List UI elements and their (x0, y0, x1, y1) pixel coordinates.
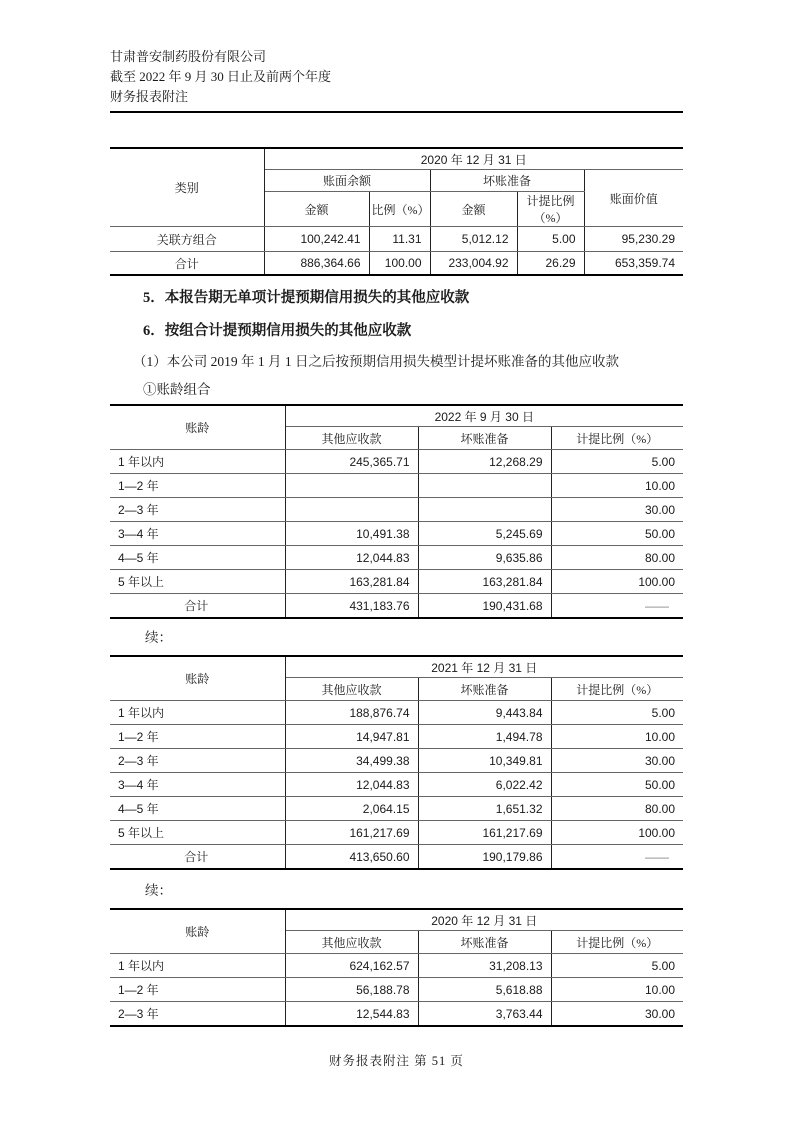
col-date: 2020 年 12 月 31 日 (264, 148, 683, 170)
continuation-label: 续： (145, 630, 172, 645)
cell-label: 3—4 年 (110, 773, 285, 797)
cell-ratio: 80.00 (551, 797, 683, 821)
table-row (110, 978, 683, 1002)
col-ratio: 比例（%） (369, 192, 430, 227)
cell-label: 5 年以上 (110, 570, 285, 594)
aging-table-2020-12-31 (110, 908, 683, 1027)
cell-ratio: 30.00 (551, 749, 683, 773)
col-age: 账龄 (110, 405, 285, 450)
table-row (110, 522, 683, 546)
cell-bad-debt: 1,651.32 (418, 797, 551, 821)
cell-book-value: 95,230.29 (584, 227, 683, 252)
table-row (110, 546, 683, 570)
table-row (110, 821, 683, 845)
cell-bad-debt: 161,217.69 (418, 821, 551, 845)
report-period: 截至 2022 年 9 月 30 日止及前两个年度 (110, 69, 332, 84)
table-row (110, 570, 683, 594)
cell-label: 合计 (110, 594, 285, 619)
cell-ratio: 50.00 (551, 522, 683, 546)
cell-ratio: —— (645, 849, 670, 864)
table-header-row (110, 405, 683, 427)
cell-ratio: 5.00 (551, 450, 683, 474)
cell-receivable: 431,183.76 (285, 594, 418, 619)
table-row (110, 954, 683, 978)
table-header-row (110, 909, 683, 931)
cell-label: 1 年以内 (110, 450, 285, 474)
cell-ratio: 30.00 (645, 1006, 676, 1021)
table-header-row (110, 656, 683, 678)
col-age: 账龄 (110, 656, 285, 701)
cell-ratio: 50.00 (551, 773, 683, 797)
cell-ratio: —— (645, 598, 670, 613)
col-provision-ratio: 计提比例（%） (551, 931, 683, 954)
section-heading-5: 5．本报告期无单项计提预期信用损失的其他应收款 (143, 290, 470, 306)
cell-receivable: 56,188.78 (285, 978, 418, 1002)
cell-bad-debt: 3,763.44 (418, 1002, 551, 1027)
cell-label: 1—2 年 (110, 978, 285, 1002)
cell-receivable: 12,044.83 (285, 546, 418, 570)
col-date: 2020 年 12 月 31 日 (285, 909, 683, 931)
cell-bad-debt: 163,281.84 (418, 570, 551, 594)
cell-bad-amount: 233,004.92 (430, 252, 517, 276)
table-row (110, 498, 683, 522)
section-heading-6: 6．按组合计提预期信用损失的其他应收款 (143, 323, 412, 339)
col-amount: 金额 (264, 192, 369, 227)
page-footer: 财务报表附注 第 51 页 (329, 1054, 464, 1068)
cell-label: 合计 (110, 845, 285, 870)
col-bad-debt-provision: 坏账准备 (430, 170, 584, 192)
cell-label: 1 年以内 (110, 701, 285, 725)
col-provision-ratio: 计提比例（%） (517, 192, 584, 227)
col-book-value: 账面价值 (584, 170, 683, 227)
cell-book-value: 653,359.74 (614, 256, 676, 270)
cell-ratio: 11.31 (369, 227, 430, 252)
cell-label: 1 年以内 (110, 954, 285, 978)
col-bad-debt-provision: 坏账准备 (418, 678, 551, 701)
cell-receivable: 12,544.83 (285, 1002, 418, 1027)
cell-bad-debt: 12,268.29 (418, 450, 551, 474)
col-provision-ratio: 计提比例（%） (551, 678, 683, 701)
cell-receivable (285, 498, 418, 522)
col-date: 2022 年 9 月 30 日 (285, 405, 683, 427)
total-row (110, 594, 683, 619)
company-name: 甘肃普安制药股份有限公司 (110, 49, 267, 64)
paragraph-aging-portfolio: ①账龄组合 (143, 382, 211, 397)
cell-label: 5 年以上 (110, 821, 285, 845)
cell-label: 2—3 年 (110, 498, 285, 522)
cell-category: 合计 (110, 252, 264, 276)
cell-ratio: 10.00 (551, 474, 683, 498)
total-row (110, 845, 683, 870)
cell-receivable: 14,947.81 (285, 725, 418, 749)
cell-bad-debt: 5,618.88 (418, 978, 551, 1002)
cell-receivable: 12,044.83 (285, 773, 418, 797)
cell-bad-amount: 5,012.12 (430, 227, 517, 252)
total-row (110, 252, 683, 276)
cell-provision-ratio: 5.00 (517, 227, 584, 252)
table-row (110, 227, 683, 252)
col-book-balance: 账面余额 (264, 170, 430, 192)
cell-bad-debt: 190,431.68 (418, 594, 551, 619)
col-amount: 金额 (430, 192, 517, 227)
cell-provision-ratio: 26.29 (517, 252, 584, 276)
col-category: 类别 (110, 148, 264, 227)
col-bad-debt-provision: 坏账准备 (418, 427, 551, 450)
cell-receivable (285, 474, 418, 498)
cell-ratio: 10.00 (551, 725, 683, 749)
cell-bad-debt (418, 498, 551, 522)
table-row (110, 749, 683, 773)
cell-bad-debt: 1,494.78 (418, 725, 551, 749)
cell-receivable: 624,162.57 (285, 954, 418, 978)
cell-ratio: 100.00 (369, 252, 430, 276)
cell-receivable: 2,064.15 (285, 797, 418, 821)
col-bad-debt-provision: 坏账准备 (418, 931, 551, 954)
cell-ratio: 80.00 (551, 546, 683, 570)
cell-receivable: 245,365.71 (285, 450, 418, 474)
cell-label: 2—3 年 (110, 1002, 285, 1027)
cell-ratio: 100.00 (551, 570, 683, 594)
cell-receivable: 413,650.60 (285, 845, 418, 870)
cell-ratio: 100.00 (551, 821, 683, 845)
cell-bad-debt: 10,349.81 (418, 749, 551, 773)
cell-ratio: 5.00 (551, 954, 683, 978)
col-age: 账龄 (110, 909, 285, 954)
table-row (110, 1002, 683, 1027)
table-row (110, 797, 683, 821)
doc-title: 财务报表附注 (110, 89, 189, 104)
cell-amount: 886,364.66 (264, 252, 369, 276)
paragraph-ecl-model: （1）本公司 2019 年 1 月 1 日之后按预期信用损失模型计提坏账准备的其他应收款 (133, 354, 619, 369)
cell-bad-debt: 5,245.69 (418, 522, 551, 546)
cell-label: 2—3 年 (110, 749, 285, 773)
cell-receivable: 10,491.38 (285, 522, 418, 546)
col-other-receivables: 其他应收款 (285, 427, 418, 450)
aging-table-2022-09-30 (110, 404, 683, 619)
table-row (110, 701, 683, 725)
cell-label: 3—4 年 (110, 522, 285, 546)
cell-ratio: 30.00 (551, 498, 683, 522)
cell-label: 1—2 年 (110, 725, 285, 749)
col-provision-ratio: 计提比例（%） (551, 427, 683, 450)
table-row (110, 474, 683, 498)
page-content (110, 0, 683, 1027)
cell-ratio: 5.00 (551, 701, 683, 725)
cell-receivable: 188,876.74 (285, 701, 418, 725)
cell-bad-debt: 9,443.84 (418, 701, 551, 725)
table-header-row (110, 148, 683, 170)
cell-bad-debt: 6,022.42 (418, 773, 551, 797)
document-header (110, 0, 683, 107)
cell-ratio: 10.00 (551, 978, 683, 1002)
cell-label: 4—5 年 (110, 546, 285, 570)
cell-receivable: 34,499.38 (285, 749, 418, 773)
col-date: 2021 年 12 月 31 日 (285, 656, 683, 678)
table-row (110, 725, 683, 749)
cell-bad-debt (418, 474, 551, 498)
col-other-receivables: 其他应收款 (285, 931, 418, 954)
cell-label: 4—5 年 (110, 797, 285, 821)
header-rule (110, 111, 683, 113)
cell-amount: 100,242.41 (264, 227, 369, 252)
cell-receivable: 161,217.69 (285, 821, 418, 845)
cell-bad-debt: 9,635.86 (418, 546, 551, 570)
col-other-receivables: 其他应收款 (285, 678, 418, 701)
table-row (110, 450, 683, 474)
table-row (110, 773, 683, 797)
continuation-label: 续： (145, 883, 172, 898)
category-provision-table (110, 147, 683, 276)
cell-category: 关联方组合 (110, 227, 264, 252)
cell-receivable: 163,281.84 (285, 570, 418, 594)
cell-bad-debt: 190,179.86 (418, 845, 551, 870)
aging-table-2021-12-31 (110, 655, 683, 870)
cell-bad-debt: 31,208.13 (418, 954, 551, 978)
cell-label: 1—2 年 (110, 474, 285, 498)
